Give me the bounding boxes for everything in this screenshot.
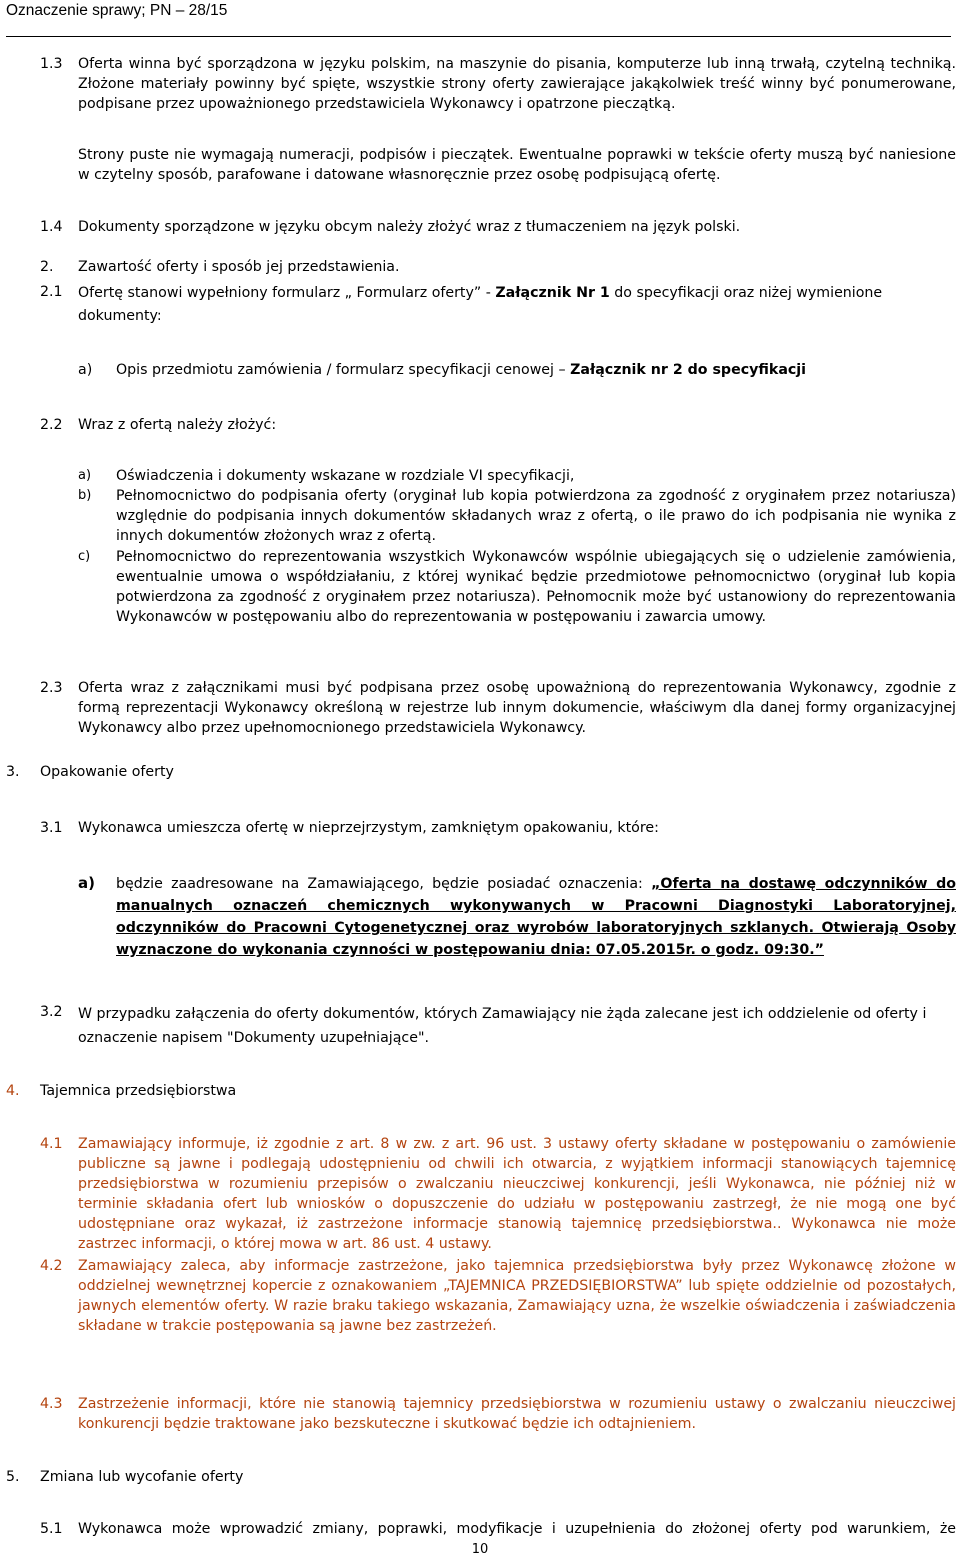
- section-1-4-number: 1.4: [40, 219, 63, 235]
- section-1-3-number: 1.3: [40, 56, 63, 72]
- section-4-title: Tajemnica przedsiębiorstwa: [40, 1083, 237, 1099]
- section-4-1-number: 4.1: [40, 1136, 63, 1152]
- section-2-3-number: 2.3: [40, 680, 63, 696]
- section-1-3-text-2: Strony puste nie wymagają numeracji, podpisów i pieczątek. Ewentualne poprawki w tekście oferty muszą być naniesione w czytelny sposób, parafowane i datowane własnoręcznie przez osobę podpisującą ofertę.: [78, 147, 956, 183]
- section-4-number: 4.: [6, 1083, 20, 1099]
- section-3-1-item-a-letter: a): [78, 874, 95, 892]
- page-number: 10: [471, 1542, 489, 1557]
- section-2-title: Zawartość oferty i sposób jej przedstawienia.: [78, 259, 400, 275]
- section-2-2-number: 2.2: [40, 417, 63, 433]
- section-2-3-text: Oferta wraz z załącznikami musi być podpisana przez osobę upoważnioną do reprezentowania Wykonawcy, zgodnie z formą reprezentacji Wykonawcy określoną w rejestrze lub innym dokumencie, właściwym dla danej formy organizacyjnej Wykonawcy albo przez upełnomocnionego przedstawiciela Wykonawcy.: [78, 680, 956, 736]
- section-3-number: 3.: [6, 764, 20, 780]
- section-2-1-item-a-attachment: Załącznik nr 2 do specyfikacji: [570, 362, 807, 378]
- section-2-2-text: Wraz z ofertą należy złożyć:: [78, 417, 277, 433]
- section-4-3-text: Zastrzeżenie informacji, które nie stanowią tajemnicy przedsiębiorstwa w rozumieniu ustawy o zwalczaniu nieuczciwej konkurencji będzie traktowane jako bezskuteczne i skutkować będzie ich odtajnieniem.: [78, 1396, 956, 1432]
- section-3-1-item-a-plain: będzie zaadresowane na Zamawiającego, będzie posiadać oznaczenia:: [116, 876, 652, 892]
- section-4-2-text: Zamawiający zaleca, aby informacje zastrzeżone, jako tajemnica przedsiębiorstwa były przez Wykonawcę złożone w oddzielnej wewnętrznej kopercie z oznakowaniem „TAJEMNICA PRZEDSIĘBIORSTWA” lub spięte oddzielnie od pozostałych, jawnych elementów oferty. W razie braku takiego wskazania, Zamawiający uzna, że wszelkie oświadczenia i zaświadczenia składane w trakcie postępowania są jawne bez zastrzeżeń.: [78, 1258, 956, 1334]
- section-3-1-item-a-marking: „Oferta na dostawę odczynników do manualnych oznaczeń chemicznych wykonywanych w Pracowni Diagnostyki Laboratoryjnej, odczynników do Pracowni Cytogenetycznej oraz wyrobów laboratoryjnych szklanych. Otwierają Osoby wyznaczone do wykonania czynności w postępowaniu dnia: 07.05.2015r. o godz. 09:30.”: [116, 876, 956, 958]
- section-3-1-text: Wykonawca umieszcza ofertę w nieprzejrzystym, zamkniętym opakowaniu, które:: [78, 820, 659, 836]
- section-3-2-number: 3.2: [40, 1004, 63, 1020]
- section-4-1-text-orange: Zamawiający informuje, iż zgodnie z art. 8 w zw. z art. 96 ust. 3: [78, 1136, 553, 1152]
- section-2-2-item-b-text: Pełnomocnictwo do podpisania oferty (oryginał lub kopia potwierdzona za zgodność z oryginałem przez notariusza) względnie do podpisania innych dokumentów składanych wraz z ofertą, o ile prawo do ich podpisania nie wynika z innych dokumentów złożonych wraz z ofertą.: [116, 488, 956, 544]
- section-2-2-item-a-text: Oświadczenia i dokumenty wskazane w rozdziale VI specyfikacji,: [116, 468, 575, 484]
- section-5-1-number: 5.1: [40, 1521, 63, 1537]
- section-2-2-item-c-text: Pełnomocnictwo do reprezentowania wszystkich Wykonawców wspólnie ubiegających się o udzielenie zamówienia, ewentualnie umowa o współdziałaniu, z której wynikać będzie przedmiotowe pełnomocnictwo (oryginał lub kopia potwierdzona za zgodność z oryginałem przez notariusza). Pełnomocnik może być ustanowiony do reprezentowania Wykonawców w postępowaniu albo do reprezentowania w postępowaniu i zawarcia umowy.: [116, 549, 956, 625]
- page-header: Oznaczenie sprawy; PN – 28/15: [6, 2, 228, 19]
- section-5-1-text: Wykonawca może wprowadzić zmiany, poprawki, modyfikacje i uzupełnienia do złożonej oferty pod warunkiem, że: [78, 1521, 956, 1537]
- section-2-1-item-a: [116, 360, 956, 380]
- section-2-1-item-a-letter: a): [78, 362, 93, 378]
- section-2-2-item-a-letter: a): [78, 468, 92, 483]
- section-2-1-attachment-1: Załącznik Nr 1: [495, 285, 610, 301]
- section-4-3-number: 4.3: [40, 1396, 63, 1412]
- section-1-3-body: Oferta winna być sporządzona w języku polskim, na maszynie do pisania, komputerze lub inną trwałą, czytelną techniką. Złożone materiały powinny być spięte, wszystkie strony oferty zawierające jakąkolwiek treść winny być ponumerowane, podpisane przez upoważnionego przedstawiciela Wykonawcy i opatrzone pieczątką.: [78, 56, 956, 112]
- section-3-title: Opakowanie oferty: [40, 764, 174, 780]
- section-1-3-text: [78, 54, 956, 114]
- header-rule: [6, 36, 951, 37]
- section-5-title: Zmiana lub wycofanie oferty: [40, 1469, 244, 1485]
- section-2-1-text-c: do specyfikacji oraz niżej wymienione dokumenty:: [78, 285, 883, 324]
- section-4-1-text-rest: ustawy oferty składane w postępowaniu o zamówienie publiczne są jawne i podlegają udostępnieniu od chwili ich otwarcia, z wyjątkiem informacji stanowiących tajemnicę przedsiębiorstwa w rozumieniu przepisów o zwalczaniu nieuczciwej konkurencji, jeśli Wykonawca, nie później niż w terminie składania ofert lub wniosków o dopuszczenie do udziału w postępowaniu zastrzegł, że nie mogą one być udostępniane oraz wykazał, iż zastrzeżone informacje stanowią tajemnicę przedsiębiorstwa.. Wykonawca nie może zastrzec informacji, o której mowa w art. 86 ust. 4 ustawy.: [78, 1136, 956, 1252]
- section-3-2-text: W przypadku załączenia do oferty dokumentów, których Zamawiający nie żąda zalecane jest ich oddzielenie od oferty i oznaczenie napisem "Dokumenty uzupełniające".: [78, 1006, 927, 1046]
- section-3-1-item-a: [116, 873, 956, 961]
- section-2-1-text: [78, 282, 956, 328]
- section-2-1-text-a: Ofertę stanowi wypełniony formularz „ Formularz oferty” -: [78, 285, 496, 301]
- section-2-2-item-c-letter: c): [78, 549, 91, 564]
- section-3-1-number: 3.1: [40, 820, 63, 836]
- section-1-4-text: Dokumenty sporządzone w języku obcym należy złożyć wraz z tłumaczeniem na język polski.: [78, 219, 741, 235]
- section-5-number: 5.: [6, 1469, 20, 1485]
- section-4-2-number: 4.2: [40, 1258, 63, 1274]
- section-2-1-item-a-text: Opis przedmiotu zamówienia / formularz specyfikacji cenowej –: [116, 362, 571, 378]
- section-2-number: 2.: [40, 259, 54, 275]
- section-2-2-item-b-letter: b): [78, 488, 92, 503]
- section-2-1-number: 2.1: [40, 284, 63, 300]
- section-4-1-text: [78, 1134, 956, 1254]
